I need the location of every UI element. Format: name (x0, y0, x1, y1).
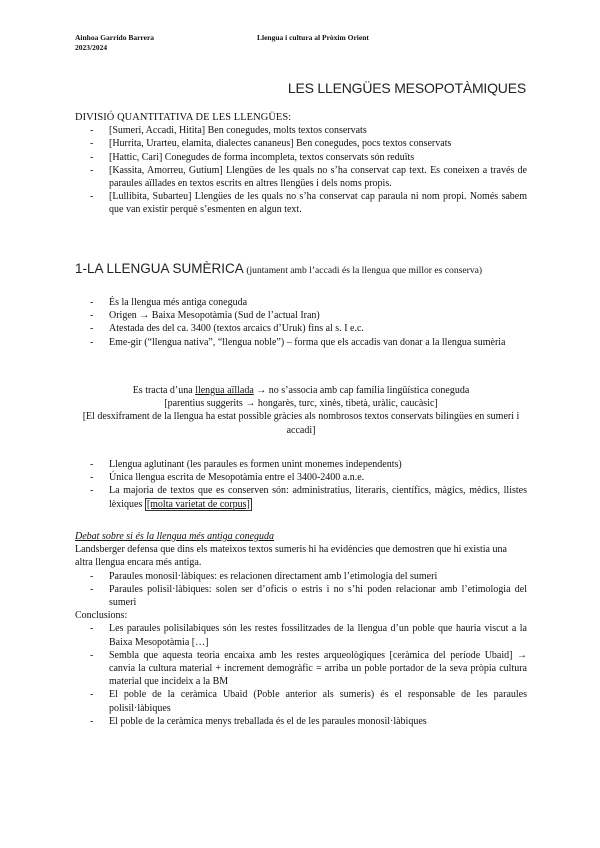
corpus-boxed: [molta varietat de corpus] (146, 498, 250, 510)
list-item (75, 484, 527, 510)
debate-title: Debat sobre si és la llengua més antiga coneguda (75, 531, 275, 542)
section2-list (75, 296, 527, 349)
list-item: - Eme-gir (“llengua nativa”, “llengua noble”) – forma que els accadis van donar a la llengua sumèria (75, 336, 527, 349)
section2-heading: 1-LA LLENGUA SUMÈRICA (75, 261, 244, 276)
list-item: - Paraules polisil·làbiques: solen ser d’oficis o estris i no s’hi poden relacionar amb l’etimologia del sumeri (75, 583, 527, 609)
section2-list2 (75, 458, 527, 511)
list-item: - Llengua aglutinant (les paraules es formen unint monemes independents) (75, 458, 527, 471)
list-item: - Sembla que aquesta teoria encaixa amb les restes arqueològiques [ceràmica del període Ubaid] → canvia la cultura material + increment demogràfic = arriba un poble portador de la seva pròpia cultura material que incideix a la BM (75, 649, 527, 689)
section-quantitative-division (75, 111, 527, 217)
isolate-block (75, 384, 527, 437)
conclusions-label: Conclusions: (75, 610, 128, 622)
section1-title: DIVISIÓ QUANTITATIVA DE LES LLENGÜES: (75, 112, 292, 123)
list-item: - [Lullibita, Subarteu] Llengües de les quals no s’ha conservat cap paraula ni nom propi. Només sabem que van existir perquè s’esmenten en algun text. (75, 190, 527, 216)
list-item: - Atestada des del ca. 3400 (textos arcaics d’Uruk) fins al s. I e.c. (75, 322, 527, 335)
list-item: - [Hattic, Cari] Conegudes de forma incompleta, textos conservats són reduïts (75, 151, 527, 164)
list-item: - Paraules monosil·làbiques: es relacionen directament amb l’etimologia del sumeri (75, 570, 527, 583)
header-author-block (75, 33, 154, 53)
section-sumerian-heading (75, 262, 527, 277)
section2-heading-note: (juntament amb l’accadi és la llengua que millor es conserva) (246, 265, 483, 276)
isolate-post: → no s’associa amb cap família lingüística coneguda (253, 385, 470, 396)
isolate-term: llengua aïllada (195, 385, 254, 396)
header-author: Ainhoa Garrido Barrera (75, 33, 155, 42)
conclusions-list (75, 622, 527, 728)
list-item: - [Hurrita, Urarteu, elamita, dialectes cananeus] Ben conegudes, pocs textos conservats (75, 137, 527, 150)
list-item: - Les paraules polisilabiques són les restes fossilitzades de la llengua d’un poble que hauria viscut a la Baixa Mesopotàmia […] (75, 622, 527, 648)
list-item: - Origen → Baixa Mesopotàmia (Sud de l’actual Iran) (75, 309, 527, 322)
list-item: - El poble de la ceràmica Ubaid (Poble anterior als sumeris) és el responsable de les paraules polisil·làbiques (75, 688, 527, 714)
section1-list (75, 124, 527, 216)
parentius-line: [parentius suggerits → hongarès, turc, xinès, tibetà, uràlic, caucàsic] (164, 398, 438, 410)
header-year: 2023/2024 (75, 43, 108, 52)
list-item: - [Sumeri, Accadi, Hitita] Ben conegudes, molts textos conservats (75, 124, 527, 137)
header-course: Llengua i cultura al Pròxim Orient (257, 33, 369, 42)
decipher-line: [El desxiframent de la llengua ha estat possible gràcies als nombrosos textos conservats bilingües en sumeri i accadi] (82, 411, 520, 436)
isolate-line (75, 384, 527, 397)
corpus-text: La majoria de textos que es conserven són: administratius, literaris, científics, màgics, mèdics, llistes lèxiques (109, 485, 527, 510)
list-item: - És la llengua més antiga coneguda (75, 296, 527, 309)
debate-block (75, 530, 527, 728)
section2-list-block (75, 296, 527, 349)
debate-list (75, 570, 527, 610)
debate-intro: Landsberger defensa que dins els mateixos textos sumeris hi ha evidències que demostren que hi existia una altra llengua encara més antiga. (75, 544, 507, 569)
list-item: - El poble de la ceràmica menys treballada és el de les paraules monosil·làbiques (75, 715, 527, 728)
list-item: - Única llengua escrita de Mesopotàmia entre el 3400-2400 a.n.e. (75, 471, 527, 484)
isolate-pre: Es tracta d’una (132, 385, 196, 396)
section2-list2-block (75, 458, 527, 511)
list-item: - [Kassita, Amorreu, Gutium] Llengües de les quals no s’ha conservat cap text. Es coneixen a través de paraules aïllades en textos escrits en altres llengües i dels noms propis. (75, 164, 527, 190)
document-title: LES LLENGÜES MESOPOTÀMIQUES (287, 80, 526, 96)
